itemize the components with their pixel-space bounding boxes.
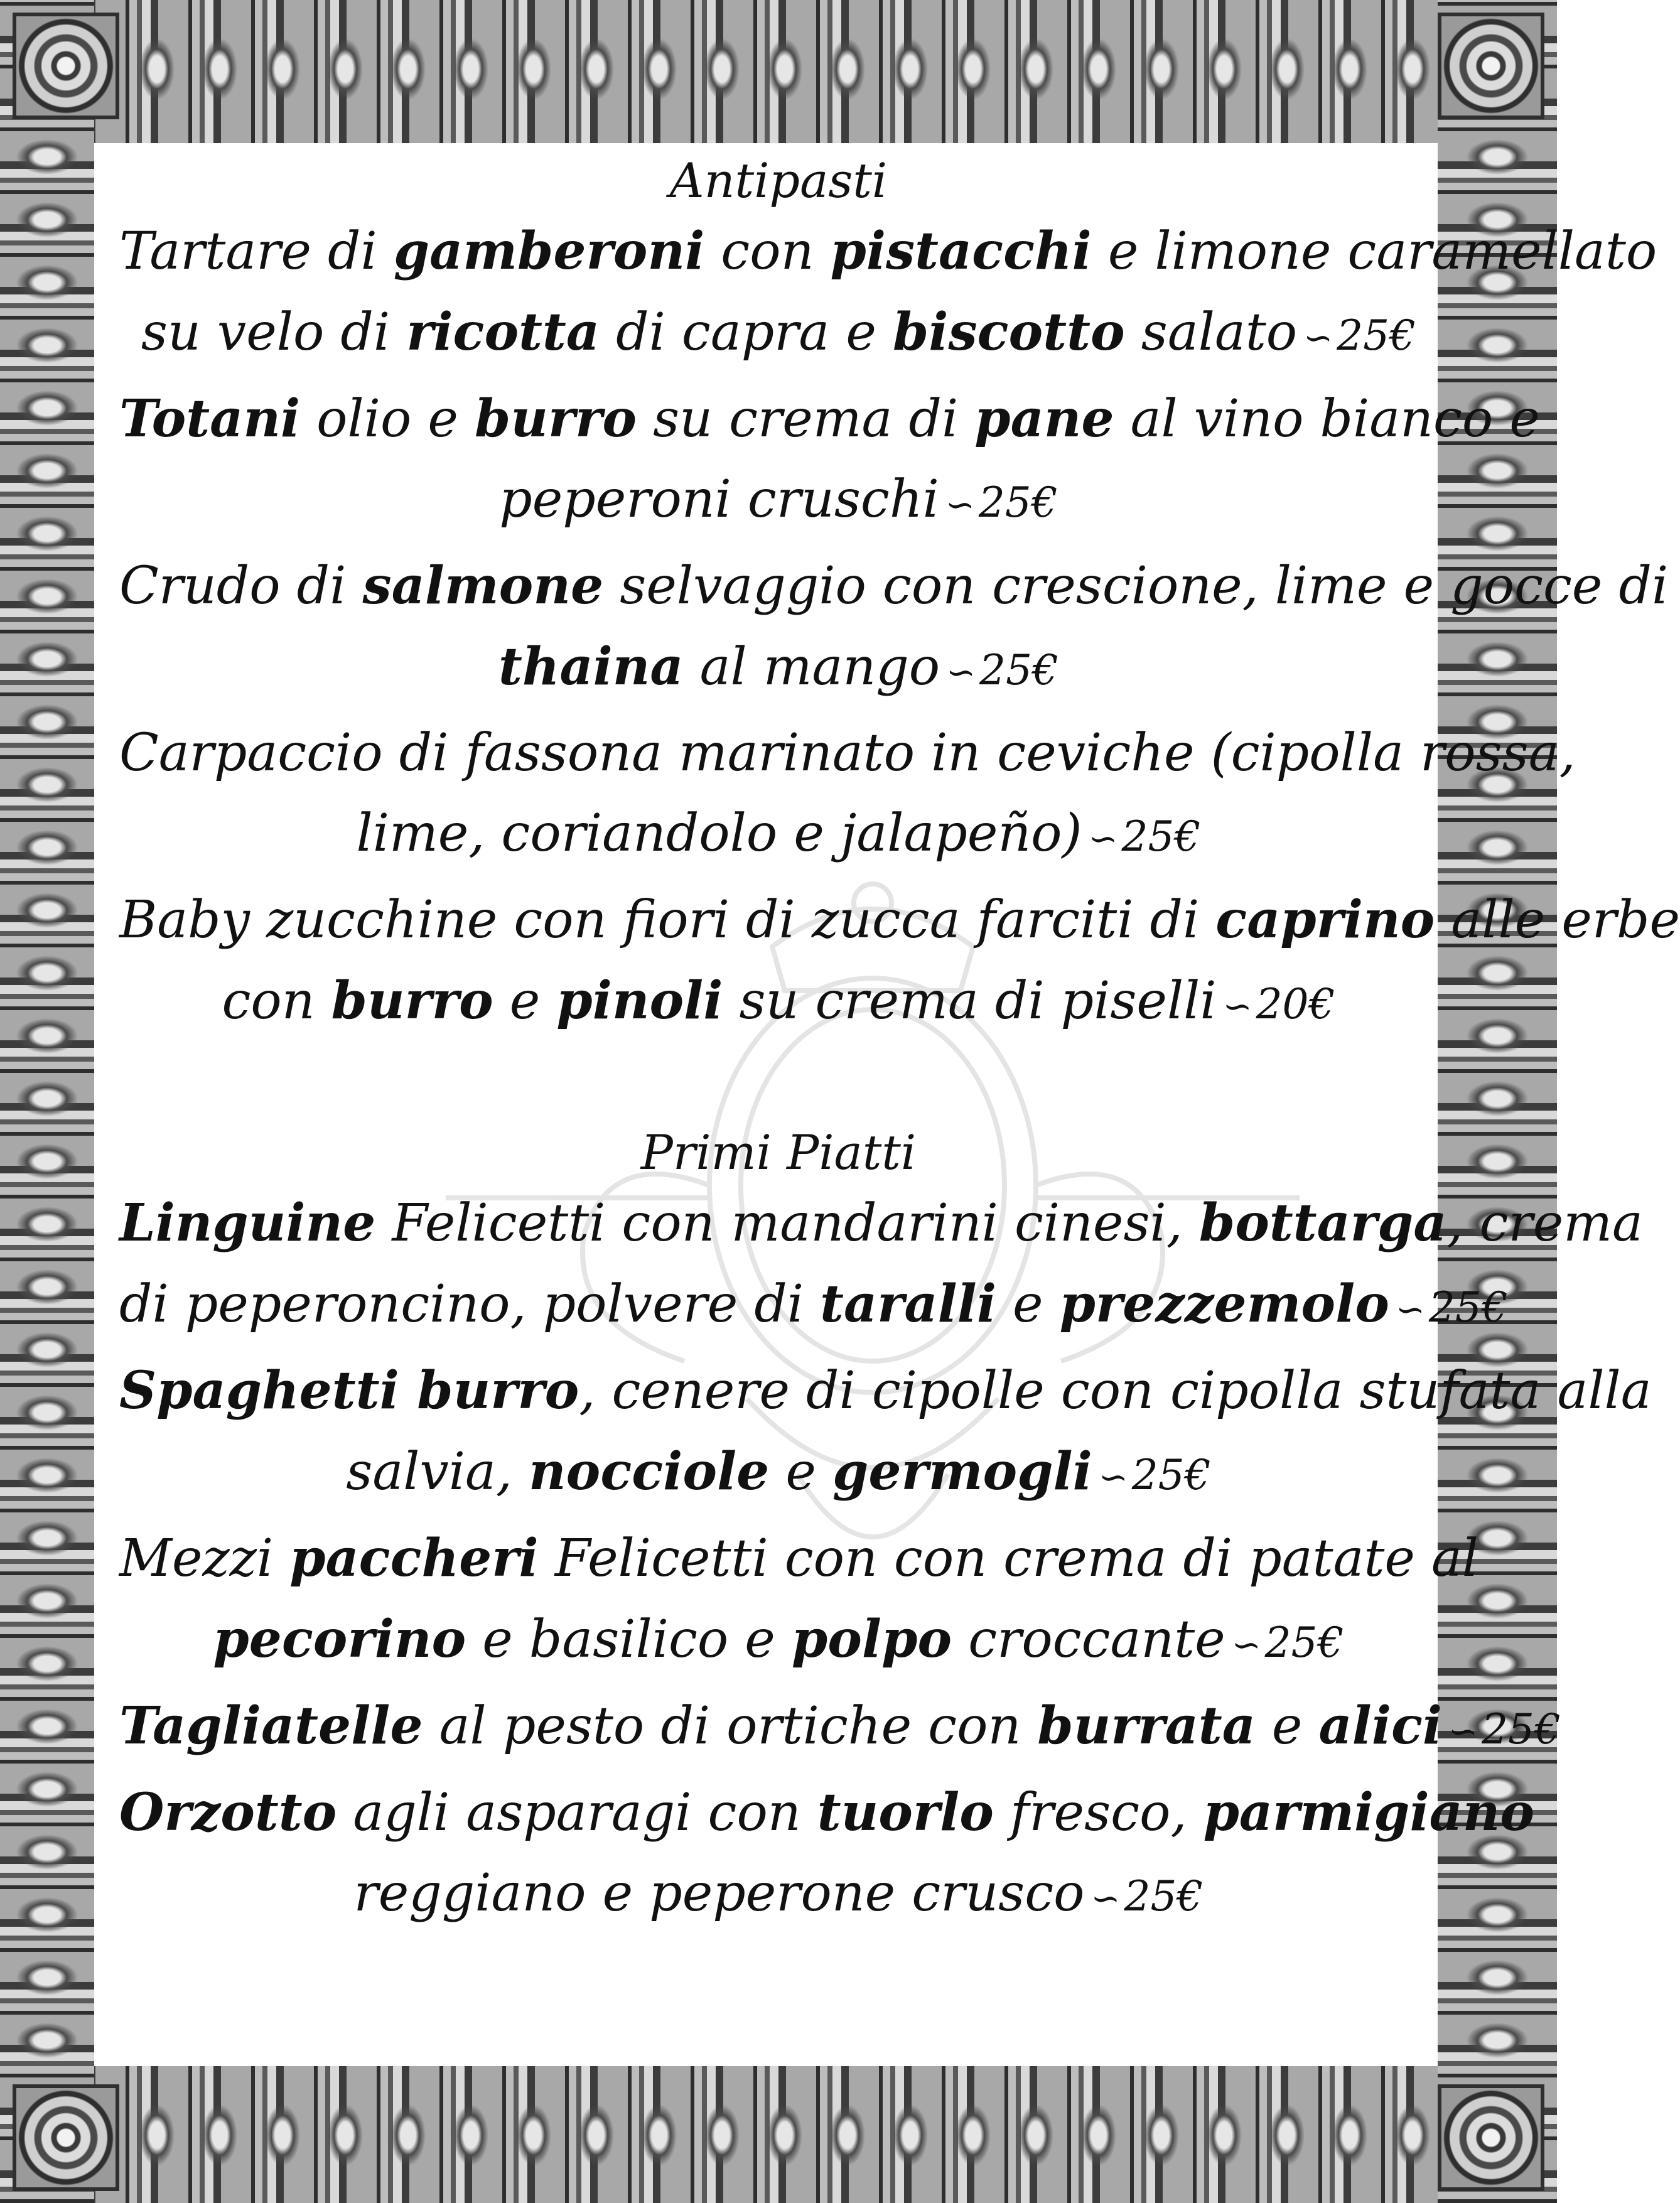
frame-border-bottom — [0, 2066, 1557, 2203]
menu-item-line — [119, 961, 1438, 1047]
ingredient-highlight: burrata — [1037, 1696, 1256, 1756]
description-text: e — [1255, 1696, 1319, 1756]
price: 25€ — [1481, 1705, 1561, 1753]
price-separator-icon: ∽ — [946, 652, 974, 693]
description-text: su crema di — [637, 389, 975, 449]
ingredient-highlight: Tagliatelle — [119, 1696, 423, 1756]
description-text: su crema di piselli — [723, 971, 1217, 1031]
menu-item-line — [119, 627, 1438, 713]
section-title: Antipasti — [669, 153, 888, 208]
corner-rosette-icon — [13, 13, 119, 119]
corner-rosette-icon — [13, 2084, 119, 2191]
description-text: con — [222, 971, 331, 1031]
ingredient-highlight: ricotta — [406, 302, 600, 362]
menu-item — [119, 546, 1669, 713]
description-text: al vino bianco e — [1114, 389, 1540, 449]
description-text: Baby zucchine con fiori di zucca farciti di — [119, 890, 1216, 950]
price: 25€ — [1131, 1451, 1211, 1499]
price: 25€ — [1121, 812, 1201, 861]
menu-item-line — [119, 1686, 1561, 1772]
price-separator-icon: ∽ — [1222, 986, 1250, 1027]
description-text: di capra e — [600, 303, 893, 362]
price-separator-icon: ∽ — [1395, 1290, 1423, 1330]
menu-item-line — [119, 1599, 1438, 1686]
menu-item-line — [119, 1518, 1479, 1599]
menu-item-line — [119, 379, 1540, 460]
description-text: con — [704, 222, 831, 281]
menu-item — [119, 1183, 1643, 1350]
description-text: salvia, — [346, 1442, 529, 1502]
ingredient-highlight: Orzotto — [119, 1782, 337, 1843]
ingredient-highlight: pinoli — [556, 971, 723, 1031]
section-spacer — [119, 1047, 1438, 1123]
description-text: salato — [1124, 303, 1298, 362]
menu-item — [119, 1518, 1479, 1686]
description-text: croccante — [952, 1610, 1225, 1669]
ingredient-highlight: Linguine — [119, 1193, 376, 1253]
ingredient-highlight: caprino — [1215, 890, 1435, 950]
ingredient-highlight: nocciole — [529, 1441, 770, 1502]
description-text: e — [769, 1442, 833, 1502]
menu-item-line — [119, 1772, 1535, 1853]
menu-item-line — [119, 211, 1657, 292]
menu-item-line — [119, 1431, 1438, 1518]
menu-content — [119, 151, 1680, 1939]
frame-border-left — [0, 0, 94, 2203]
description-text: Felicetti con mandarini cinesi, — [375, 1193, 1199, 1253]
description-text: , crema — [1446, 1193, 1643, 1253]
ingredient-highlight: burro — [331, 971, 493, 1031]
section-title: Primi Piatti — [640, 1124, 917, 1180]
price-separator-icon: ∽ — [1303, 318, 1331, 358]
description-text: olio e — [300, 389, 475, 449]
description-text: lime, coriandolo e jalapeño) — [356, 804, 1082, 863]
ingredient-highlight: Spaghetti burro — [119, 1360, 579, 1421]
menu-item-line — [119, 794, 1438, 880]
description-text: e basilico e — [466, 1610, 792, 1669]
price: 25€ — [978, 478, 1058, 527]
price-separator-icon: ∽ — [1098, 1457, 1126, 1498]
menu-item — [119, 713, 1576, 880]
price: 25€ — [1264, 1619, 1344, 1667]
description-text: e — [996, 1274, 1060, 1334]
description-text: Tartare di — [119, 222, 394, 281]
ingredient-highlight: alici — [1318, 1696, 1443, 1756]
menu-item-line — [119, 1350, 1652, 1431]
ingredient-highlight: bottarga — [1198, 1193, 1447, 1253]
frame-border-right — [1438, 0, 1557, 2203]
ingredient-highlight: polpo — [791, 1609, 952, 1669]
menu-item — [119, 379, 1540, 546]
price: 25€ — [979, 646, 1058, 694]
ingredient-highlight: prezzemolo — [1059, 1274, 1389, 1334]
ingredient-highlight: thaina — [498, 637, 684, 697]
description-text: al mango — [683, 637, 940, 697]
ingredient-highlight: tuorlo — [817, 1782, 994, 1843]
description-text: agli asparagi con — [337, 1783, 817, 1843]
description-text: , cenere di cipolle con cipolla stufata alla — [579, 1361, 1652, 1421]
ingredient-highlight: Totani — [119, 389, 301, 449]
menu-item — [119, 1350, 1652, 1518]
ingredient-highlight: parmigiano — [1203, 1782, 1535, 1843]
description-text: Felicetti con con crema di patate al — [538, 1529, 1479, 1588]
description-text: su velo di — [141, 303, 407, 362]
description-text: al pesto di ortiche con — [423, 1696, 1038, 1756]
frame-border-top — [0, 0, 1557, 143]
description-text: Crudo di — [119, 556, 363, 616]
description-text: Carpaccio di fassona marinato in ceviche (cipolla rossa, — [119, 723, 1576, 783]
description-text: selvaggio con crescione, lime e gocce di — [603, 556, 1669, 616]
description-text: fresco, — [993, 1783, 1203, 1843]
description-text: alle erbe — [1435, 890, 1680, 950]
price: 20€ — [1256, 980, 1335, 1028]
ingredient-highlight: salmone — [362, 556, 604, 616]
menu-item — [119, 1686, 1561, 1772]
menu-item-line — [119, 1853, 1438, 1939]
ingredient-highlight: burro — [475, 389, 637, 449]
price-separator-icon: ∽ — [1231, 1625, 1259, 1666]
price-separator-icon: ∽ — [945, 485, 972, 525]
description-text: di peperoncino, polvere di — [119, 1274, 821, 1334]
ingredient-highlight: pecorino — [213, 1609, 466, 1669]
description-text: Mezzi — [119, 1529, 290, 1588]
price: 25€ — [1337, 311, 1416, 360]
ingredient-highlight: pane — [974, 389, 1114, 449]
description-text: peperoni cruschi — [499, 470, 939, 529]
description-text: e limone caramellato — [1091, 222, 1657, 281]
menu-item-line — [119, 1183, 1643, 1264]
corner-rosette-icon — [1438, 2084, 1544, 2191]
price-separator-icon: ∽ — [1090, 1878, 1118, 1919]
menu-item-line — [119, 1264, 1508, 1350]
price: 25€ — [1124, 1872, 1203, 1920]
price: 25€ — [1428, 1283, 1508, 1332]
menu-item — [119, 1772, 1535, 1939]
price-separator-icon: ∽ — [1088, 819, 1116, 859]
ingredient-highlight: biscotto — [892, 302, 1125, 362]
menu-item-line — [119, 880, 1680, 961]
menu-item — [119, 880, 1680, 1047]
ingredient-highlight: paccheri — [289, 1528, 539, 1588]
menu-item-line — [119, 546, 1669, 627]
corner-rosette-icon — [1438, 13, 1544, 119]
ingredient-highlight: gamberoni — [393, 221, 705, 281]
ingredient-highlight: taralli — [820, 1274, 996, 1334]
ingredient-highlight: germogli — [832, 1441, 1092, 1502]
menu-item-line — [119, 713, 1576, 794]
description-text: reggiano e peperone crusco — [353, 1863, 1085, 1923]
description-text: e — [493, 971, 557, 1031]
menu-item-line — [119, 292, 1438, 379]
price-separator-icon: ∽ — [1448, 1711, 1475, 1752]
menu-item — [119, 211, 1657, 379]
ingredient-highlight: pistacchi — [830, 221, 1092, 281]
menu-item-line — [119, 460, 1438, 546]
